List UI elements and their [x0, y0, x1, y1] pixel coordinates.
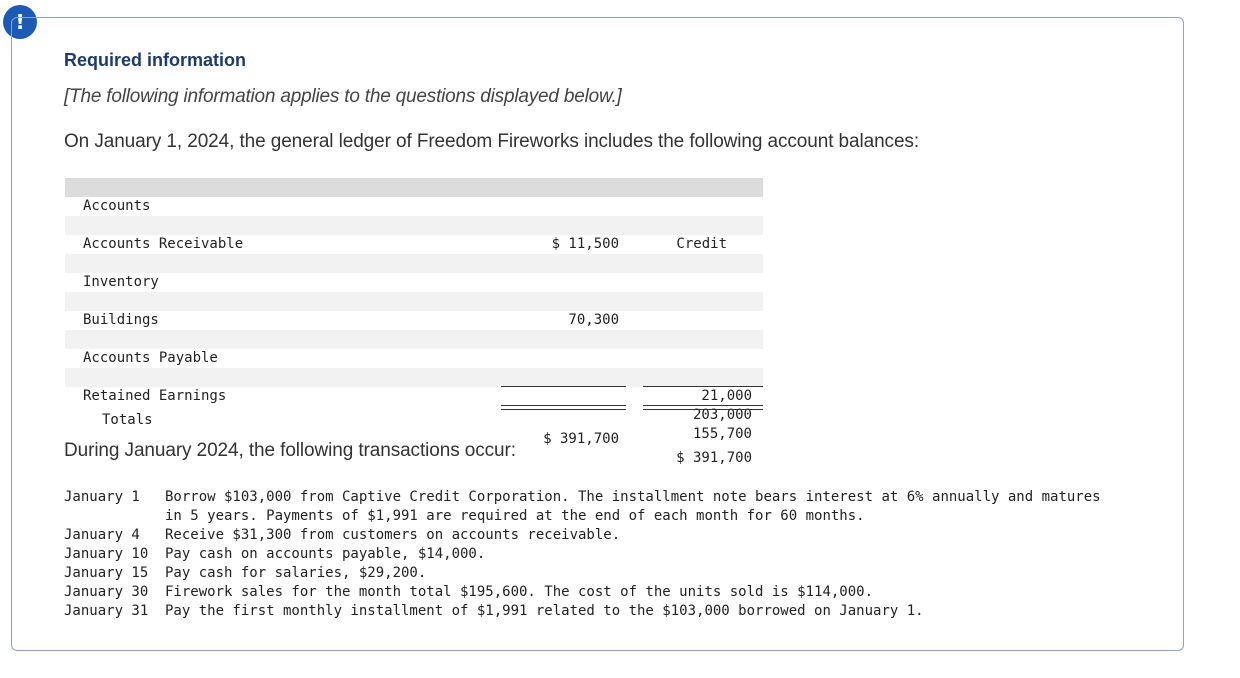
transaction-item	[64, 602, 1124, 621]
credit-sum-rule	[643, 386, 763, 387]
account-name: Buildings	[83, 312, 159, 328]
debit-value: 70,300	[568, 312, 619, 328]
ledger-row	[65, 254, 763, 290]
section-title: Required information	[64, 50, 247, 70]
transaction-date: January 1	[64, 489, 140, 505]
transaction-text: Pay the first monthly installment of $1,991 related to the $103,000 borrowed on January 1.	[165, 603, 924, 619]
transaction-text: Borrow $103,000 from Captive Credit Corporation. The installment note bears interest at 6% annually and matures in 5 years. Payments of $1,991 are required at the end of each month for 60 months.	[165, 489, 1101, 524]
transaction-date: January 30	[64, 584, 149, 600]
ledger-row	[65, 311, 763, 330]
debit-total: $ 391,700	[543, 431, 619, 447]
transactions-list	[64, 488, 1124, 621]
transaction-item	[64, 545, 1124, 564]
ledger-row	[65, 235, 763, 254]
intro-text: On January 1, 2024, the general ledger of Freedom Fireworks includes the following account balances:	[64, 131, 919, 152]
account-name: Accounts Receivable	[83, 236, 244, 252]
account-name: Accounts Payable	[83, 350, 218, 366]
transaction-text: Pay cash for salaries, $29,200.	[165, 565, 427, 581]
transaction-date: January 31	[64, 603, 149, 619]
credit-value: 21,000	[701, 388, 752, 404]
account-name: Retained Earnings	[83, 388, 227, 404]
transaction-item	[64, 564, 1124, 583]
account-name: Inventory	[83, 274, 159, 290]
transaction-text: Firework sales for the month total $195,600. The cost of the units sold is $114,000.	[165, 584, 874, 600]
credit-value: 203,000	[692, 407, 752, 423]
transaction-text: Receive $31,300 from customers on accounts receivable.	[165, 527, 621, 543]
applies-note: [The following information applies to the questions displayed below.]	[64, 86, 622, 107]
credit-column-header: Credit	[676, 236, 727, 252]
totals-label: Totals	[102, 412, 153, 428]
credit-total: $ 391,700	[676, 450, 752, 466]
transaction-item	[64, 488, 1124, 526]
debit-double-rule	[501, 405, 626, 410]
transaction-text: Pay cash on accounts payable, $14,000.	[165, 546, 486, 562]
transactions-intro: During January 2024, the following transactions occur:	[64, 440, 516, 461]
credit-value: 155,700	[692, 426, 752, 442]
debit-value: $ 11,500	[551, 236, 619, 252]
transaction-date: January 15	[64, 565, 149, 581]
debit-sum-rule	[501, 386, 626, 387]
transaction-item	[64, 526, 1124, 545]
transaction-date: January 4	[64, 527, 140, 543]
transaction-item	[64, 583, 1124, 602]
transaction-date: January 10	[64, 546, 149, 562]
credit-double-rule	[643, 405, 763, 410]
alert-icon: !	[3, 5, 37, 39]
accounts-column-header: Accounts	[83, 198, 151, 214]
